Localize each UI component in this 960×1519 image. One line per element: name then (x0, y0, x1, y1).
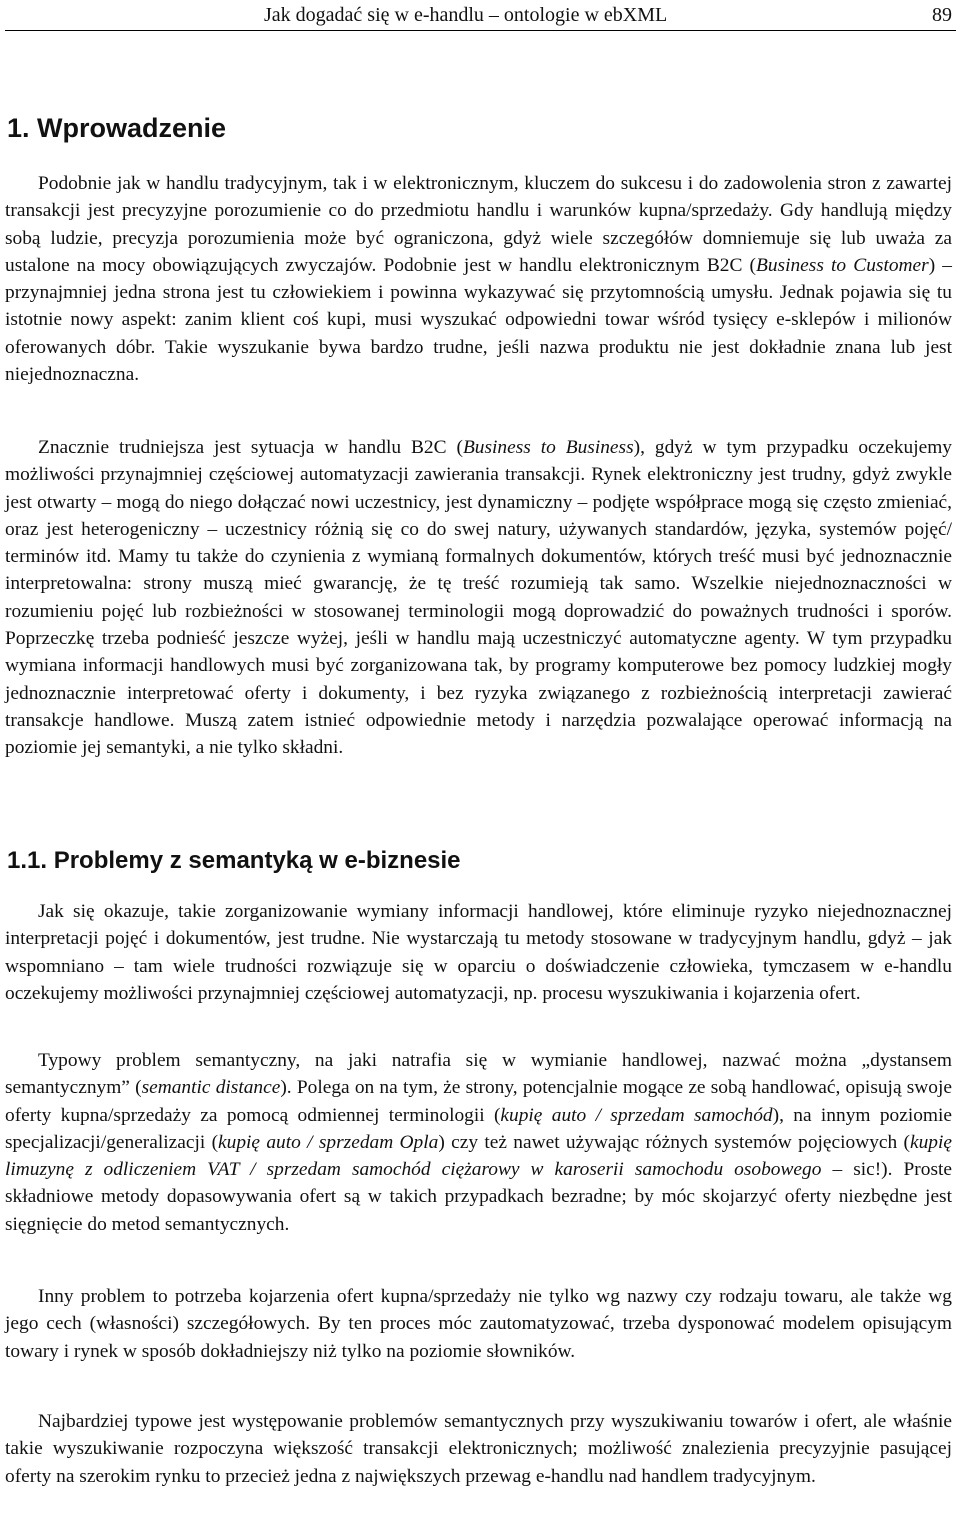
paragraph-text: Najbardziej typowe jest występowanie problemów semantycznych przy wyszukiwaniu towarów i ofert, ale właśnie takie wyszukiwanie rozpoczyna większość transakcji elektronicznych; możliwość znalezienia precyzyjnie pasującej oferty na szerokim rynku to przecież jedna z największych przewag e-handlu nad handlem tradycyjnym. (5, 1411, 952, 1487)
subsection-title: Problemy z semantyką w e-biznesie (53, 847, 461, 874)
paragraph-text: ), na innym poziomie specjalizacji/generalizacji ( (5, 1104, 952, 1153)
running-title: Jak dogadać się w e-handlu – ontologie w ebXML (264, 4, 668, 26)
running-header (5, 0, 956, 31)
paragraph (5, 1047, 952, 1238)
paragraph-text: ) czy też nawet używając różnych systemów pojęciowych ( (438, 1131, 910, 1153)
paragraph (5, 898, 952, 1007)
italic-term: kupię auto / sprzedam samochód (500, 1104, 773, 1126)
paragraph (5, 1408, 952, 1490)
italic-term: Business to Business (462, 437, 634, 458)
paragraph-text: ). Polega on na tym, że strony, potencjalnie mogące ze sobą handlować, opisują swoje oferty kupna/sprzedaży za pomocą odmiennej terminologii ( (5, 1077, 952, 1126)
paragraph-text: Znacznie trudniejsza jest sytuacja w handlu B2C ( (38, 437, 463, 458)
paragraph (5, 434, 952, 762)
paragraph-text: – sic!). Proste składniowe metody dopasowywania ofert są w takich przypadkach bezradne; by móc skojarzyć oferty niezbędne jest sięgnięcie do metod semantycznych. (5, 1159, 952, 1235)
section-heading (7, 112, 226, 144)
paragraph (5, 170, 952, 388)
paragraph-text: ), gdyż w tym przypadku oczekujemy możliwości przynajmniej częściowej automatyzacji zawierania transakcji. Rynek elektroniczny jest trudny, gdyż zwykle jest otwarty – mogą do niego dołączać nowi uczestnicy, jest dynamiczny – podjęte współprace mogą się często zmieniać, oraz jest heterogeniczny – uczestnicy różnią się co do swej natury, używanych standardów, języka, systemów pojęć/ terminów itd. Mamy tu także do czynienia z wymianą formalnych dokumentów, których treść musi być jednoznacznie interpretowalna: strony muszą mieć gwarancję, że tę treść rozumieją tak samo. Wszelkie niejednoznaczności w rozumieniu pojęć lub rozbieżności w stosowanej terminologii mogą doprowadzić do poważnych trudności i sporów. Poprzeczkę trzeba podnieść jeszcze wyżej, jeśli w handlu mają uczestniczyć automatyczne agenty. W tym przypadku wymiana informacji handlowych musi być zorganizowana tak, by programy komputerowe bez pomocy ludzkiej mogły jednoznacznie interpretować oferty i dokumenty, i bez ryzyka związanego z rozbieżnością interpretacji zawierać transakcje handlowe. Muszą zatem istnieć odpowiednie metody i narzędzia pozwalające operować informacją na poziomie jej semantyki, a nie tylko składni. (5, 437, 953, 759)
paragraph-text: Typowy problem semantyczny, na jaki natrafia się w wymianie handlowej, nazwać można „dystansem semantycznym” ( (5, 1050, 952, 1099)
paragraph-text: ) – przynajmniej jedna strona jest tu człowiekiem i powinna wykazywać się przytomnością umysłu. Jednak pojawia się tu istotnie nowy aspekt: zanim klient coś kupi, musi wyszukać odpowiedni towar wśród tysięcy e-sklepów i milionów oferowanych dóbr. Takie wyszukanie bywa bardzo trudne, jeśli nazwa produktu nie jest dokładnie znana lub jest niejednoznaczna. (5, 254, 952, 386)
italic-term: semantic distance (141, 1077, 281, 1099)
italic-term: kupię auto / sprzedam Opla (218, 1131, 439, 1153)
section-title: Wprowadzenie (37, 113, 227, 143)
paragraph-text: Jak się okazuje, takie zorganizowanie wymiany informacji handlowej, które eliminuje ryzyko niejednoznacznej interpretacji pojęć i dokumentów, jest trudne. Nie wystarczają tu metody stosowane w tradycyjnym handlu, gdyż – jak wspomniano – tam wiele trudności rozwiązuje się w oparciu o doświadczenie człowieka, tymczasem w e-handlu oczekujemy możliwości przynajmniej częściowej automatyzacji, np. procesu wyszukiwania i kojarzenia ofert. (5, 901, 952, 1004)
subsection-number: 1.1. (7, 847, 48, 874)
paragraph-text: Inny problem to potrzeba kojarzenia ofert kupna/sprzedaży nie tylko wg nazwy czy rodzaju towaru, ale także wg jego cech (własności) szczegółowych. By ten proces móc zautomatyzować, trzeba dysponować modelem opisującym towary i rynek w sposób dokładniejszy niż tylko na poziomie słowników. (5, 1286, 952, 1362)
italic-term: Business to Customer (756, 254, 929, 276)
italic-term: kupię limuzynę z odliczeniem VAT / sprzedam samochód ciężarowy w karoserii samochodu osobowego (5, 1131, 952, 1181)
subsection-heading (7, 846, 461, 876)
paragraph (5, 1283, 952, 1365)
page-number: 89 (932, 4, 952, 26)
section-number: 1. (7, 113, 30, 143)
paragraph-text: Podobnie jak w handlu tradycyjnym, tak i w elektronicznym, kluczem do sukcesu i do zadowolenia stron z zawartej transakcji jest precyzyjne porozumienie co do przedmiotu handlu i warunków kupna/sprzedaży. Gdy handlują między sobą ludzie, precyzja porozumienia może być ograniczona, gdyż wiele szczegółów domniemuje się lub uważa za ustalone na mocy obowiązujących zwyczajów. Podobnie jest w handlu elektronicznym B2C ( (5, 173, 952, 276)
